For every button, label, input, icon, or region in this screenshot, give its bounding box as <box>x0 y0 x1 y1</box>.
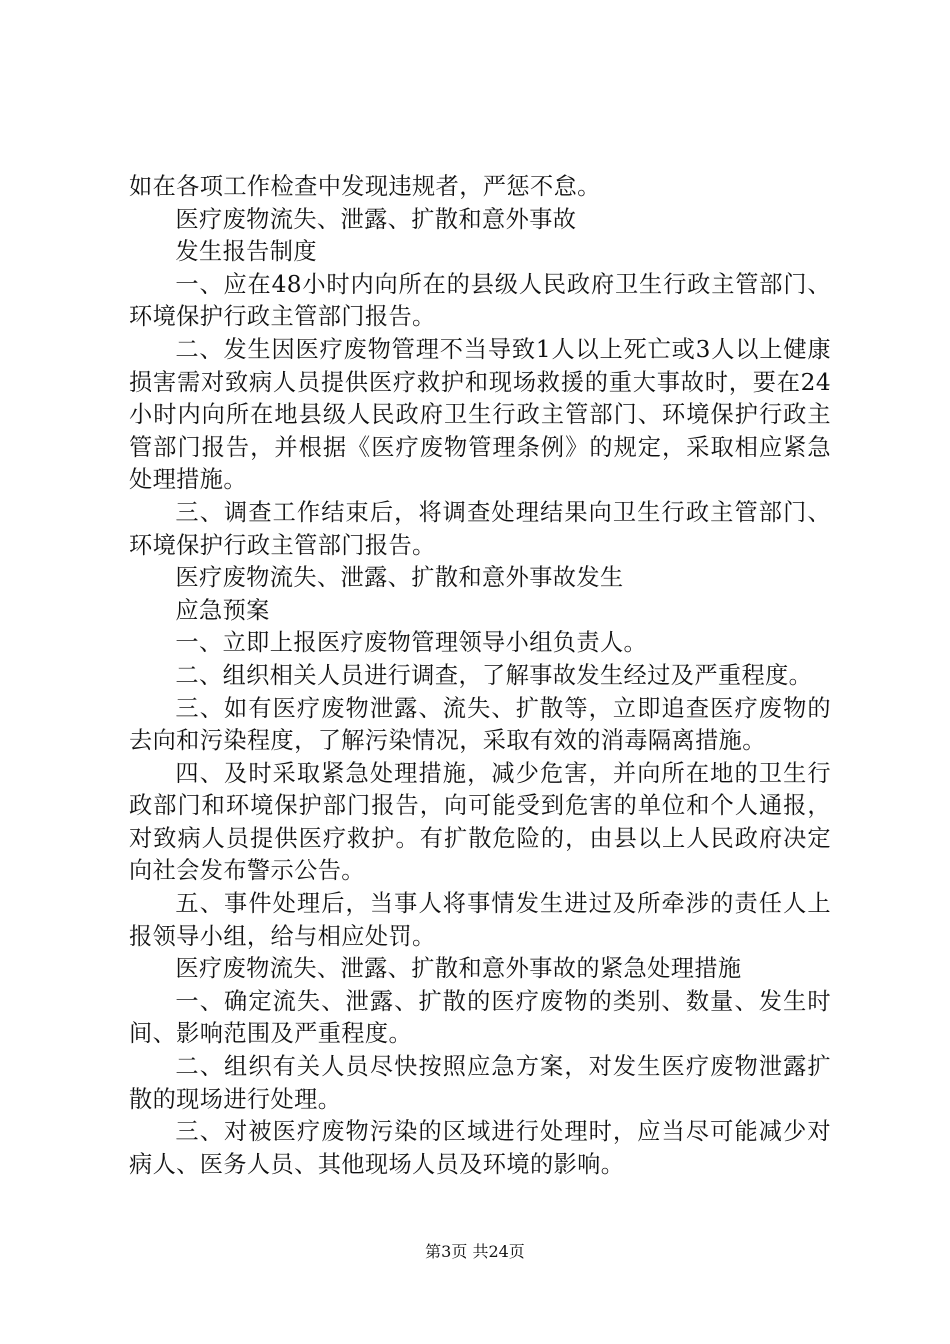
page-number-footer: 第3页 共24页 <box>425 1242 525 1261</box>
paragraph-plan-item-2: 二、组织相关人员进行调查，了解事故发生经过及严重程度。 <box>175 661 813 689</box>
paragraph-measures-item-3: 三、对被医疗废物污染的区域进行处理时，应当尽可能减少对病人、医务人员、其他现场人员及环境的影响。 <box>129 1118 831 1178</box>
section-heading-report-line-1: 医疗废物流失、泄露、扩散和意外事故 <box>175 205 577 233</box>
section-heading-report-line-2: 发生报告制度 <box>175 238 317 266</box>
paragraph-plan-item-3: 三、如有医疗废物泄露、流失、扩散等，立即追查医疗废物的去向和污染程度，了解污染情况，采取有效的消毒隔离措施。 <box>129 694 831 755</box>
document-body <box>129 171 831 1181</box>
paragraph-measures-item-2: 二、组织有关人员尽快按照应急方案，对发生医疗废物泄露扩散的现场进行处理。 <box>129 1053 831 1113</box>
paragraph-plan-item-5: 五、事件处理后，当事人将事情发生进过及所牵涉的责任人上报领导小组，给与相应处罚。 <box>129 890 831 950</box>
paragraph-report-item-1: 一、应在48小时内向所在的县级人民政府卫生行政主管部门、环境保护行政主管部门报告。 <box>129 270 831 331</box>
paragraph-measures-item-1: 一、确定流失、泄露、扩散的医疗废物的类别、数量、发生时间、影响范围及严重程度。 <box>129 987 831 1048</box>
paragraph-1: 如在各项工作检查中发现违规者，严惩不怠。 <box>129 173 601 200</box>
section-heading-measures: 医疗废物流失、泄露、扩散和意外事故的紧急处理措施 <box>175 955 742 983</box>
paragraph-report-item-2: 二、发生因医疗废物管理不当导致1人以上死亡或3人以上健康损害需对致病人员提供医疗救护和现场救援的重大事故时，要在24小时内向所在地县级人民政府卫生行政主管部门、环境保护行政主管部门报告，并根据《医疗废物管理条例》的规定，采取相应紧急处理措施。 <box>129 335 831 494</box>
paragraph-plan-item-1: 一、立即上报医疗废物管理领导小组负责人。 <box>175 629 648 657</box>
section-heading-plan-line-2: 应急预案 <box>175 596 270 624</box>
section-heading-plan-line-1: 医疗废物流失、泄露、扩散和意外事故发生 <box>175 564 624 592</box>
paragraph-plan-item-4: 四、及时采取紧急处理措施，减少危害，并向所在地的卫生行政部门和环境保护部门报告，向可能受到危害的单位和个人通报，对致病人员提供医疗救护。有扩散危险的，由县以上人民政府决定向社会发布警示公告。 <box>129 759 831 885</box>
paragraph-report-item-3: 三、调查工作结束后，将调查处理结果向卫生行政主管部门、环境保护行政主管部门报告。 <box>129 498 831 559</box>
